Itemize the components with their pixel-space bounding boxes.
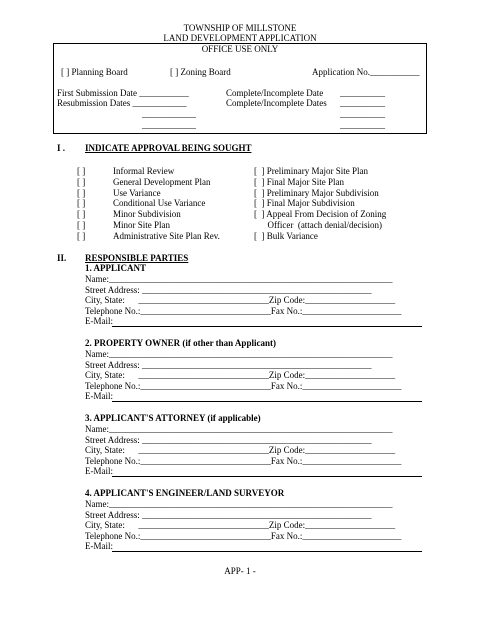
approval-label: Use Variance [113,187,161,198]
telephone-fax-field[interactable]: Telephone No.:_____________________________Fax No.:______________________ [85,305,402,316]
complete-date-label: Complete/Incomplete Date [226,88,324,98]
email-underline [112,551,422,552]
complete-date-blank-4[interactable]: __________ [340,120,385,130]
approval-label: Administrative Site Plan Rev. [113,230,220,241]
approval-checkbox[interactable]: [ ] [77,230,86,241]
approval-checkbox[interactable]: [ ] [77,187,86,198]
city-state-zip-field[interactable]: City, State: _____________________________Zip Code:____________________ [85,370,396,381]
approval-checkbox[interactable]: [ ] [77,166,86,176]
approval-option[interactable]: [ ] Bulk Variance [254,230,318,241]
application-no-field[interactable]: Application No.___________ [312,67,420,77]
header-line-1: TOWNSHIP OF MILLSTONE [183,23,297,33]
section-1-title: INDICATE APPROVAL BEING SOUGHT [85,143,252,153]
office-use-title: OFFICE USE ONLY [201,44,279,54]
approval-checkbox[interactable]: [ ] [77,176,86,187]
telephone-fax-field[interactable]: Telephone No.:_____________________________Fax No.:______________________ [85,380,402,391]
email-field[interactable]: E-Mail: [85,541,113,552]
zoning-board-checkbox[interactable]: [ ] Zoning Board [170,67,231,77]
complete-dates-label: Complete/Incomplete Dates [226,98,327,108]
approval-checkbox[interactable]: [ ] [77,198,86,209]
approval-label: Informal Review [113,166,175,176]
street-address-field[interactable]: Street Address: ___________________________________________________ [85,284,372,295]
resubmission-blank-1[interactable]: ____________ [142,109,196,119]
party-title: 2. PROPERTY OWNER (if other than Applicant) [85,338,276,348]
planning-board-checkbox[interactable]: [ ] Planning Board [61,67,128,77]
section-2-title: RESPONSIBLE PARTIES [85,253,189,263]
complete-date-blank-1[interactable]: __________ [340,88,385,98]
approval-option[interactable]: [ ] Final Major Site Plan [254,176,344,187]
approval-checkbox[interactable]: [ ] [77,209,86,220]
approval-label: Minor Site Plan [113,220,171,230]
city-state-zip-field[interactable]: City, State: _____________________________Zip Code:____________________ [85,520,396,531]
approval-option[interactable]: [ ] Appeal From Decision of Zoning [254,209,387,220]
name-field[interactable]: Name:_______________________________________________________________ [85,274,393,284]
telephone-fax-field[interactable]: Telephone No.:_____________________________Fax No.:______________________ [85,530,402,541]
party-title: 1. APPLICANT [85,263,147,273]
approval-label: Conditional Use Variance [113,198,206,209]
name-field[interactable]: Name:_______________________________________________________________ [85,349,393,359]
complete-date-blank-3[interactable]: __________ [340,109,385,119]
page-number: APP- 1 - [224,566,256,576]
name-field[interactable]: Name:_______________________________________________________________ [85,499,393,509]
city-state-zip-field[interactable]: City, State: _____________________________Zip Code:____________________ [85,445,396,456]
city-state-zip-field[interactable]: City, State: _____________________________Zip Code:____________________ [85,295,396,306]
email-field[interactable]: E-Mail: [85,466,113,477]
email-underline [112,476,422,477]
header-line-2: LAND DEVELOPMENT APPLICATION [163,33,317,43]
street-address-field[interactable]: Street Address: ___________________________________________________ [85,434,372,445]
party-title: 4. APPLICANT'S ENGINEER/LAND SURVEYOR [85,488,285,498]
resubmission-field[interactable]: Resubmission Dates ____________ [57,98,187,108]
approval-option[interactable]: [ ] Final Major Subdivision [254,198,355,209]
party-title: 3. APPLICANT'S ATTORNEY (if applicable) [85,413,261,423]
resubmission-blank-2[interactable]: ____________ [142,120,196,130]
approval-checkbox[interactable]: [ ] [77,220,86,230]
telephone-fax-field[interactable]: Telephone No.:_____________________________Fax No.:______________________ [85,455,402,466]
section-1-number: I . [57,143,66,153]
email-field[interactable]: E-Mail: [85,316,113,327]
approval-option[interactable]: [ ] Preliminary Major Subdivision [254,187,379,198]
email-underline [112,326,422,327]
section-2-number: II. [57,253,67,263]
complete-date-blank-2[interactable]: __________ [340,98,385,108]
street-address-field[interactable]: Street Address: ___________________________________________________ [85,359,372,370]
email-underline [112,401,422,402]
name-field[interactable]: Name:_______________________________________________________________ [85,424,393,434]
approval-label: Minor Subdivision [113,209,181,220]
email-field[interactable]: E-Mail: [85,391,113,402]
approval-option[interactable]: Officer (attach denial/decision) [254,220,383,230]
approval-label: General Development Plan [113,176,211,187]
first-submission-field[interactable]: First Submission Date ___________ [57,88,189,98]
approval-option[interactable]: [ ] Preliminary Major Site Plan [254,166,368,176]
street-address-field[interactable]: Street Address: ___________________________________________________ [85,509,372,520]
